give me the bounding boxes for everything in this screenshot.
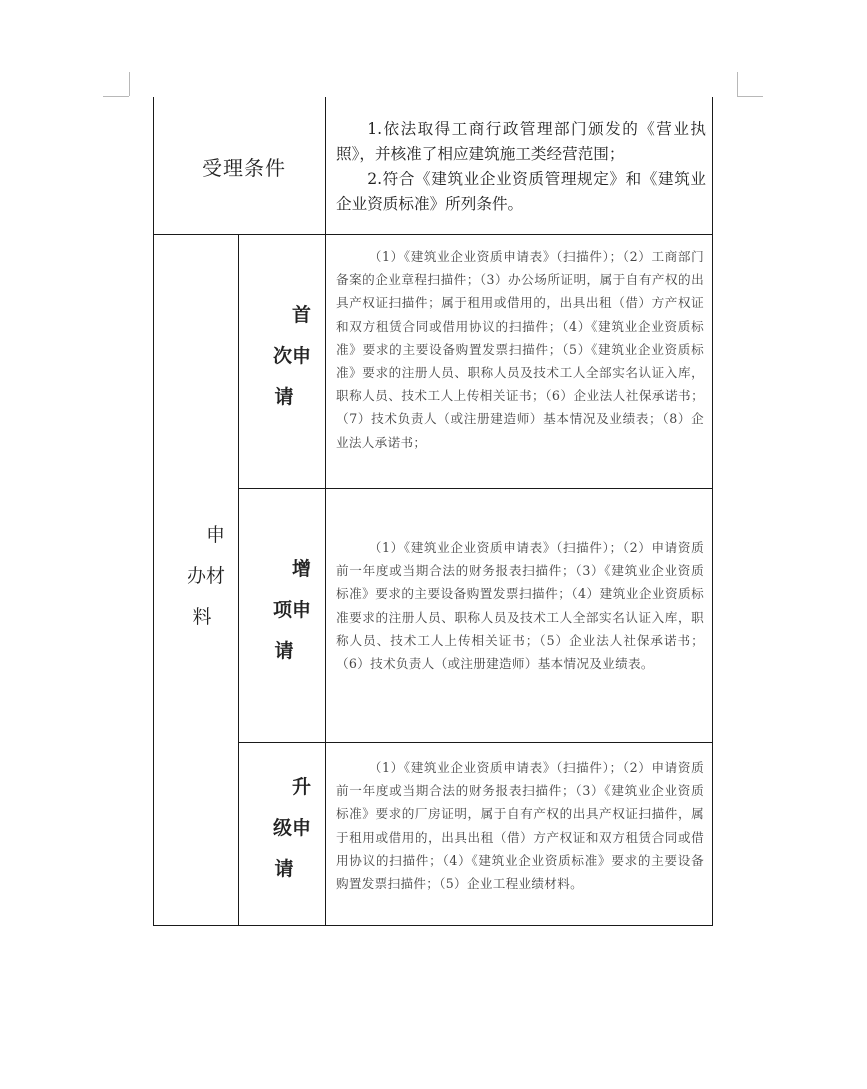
column-divider-sub: [238, 234, 239, 926]
label-line: 请: [274, 386, 294, 408]
conditions-text: [336, 117, 706, 217]
upgrade-paragraph: （1）《建筑业企业资质申请表》（扫描件）；（2）申请资质前一年度或当期合法的财务报表扫描件；（3）《建筑业企业资质标准》要求的厂房证明，属于自有产权的出具产权证扫描件，属于租用或借用的，出具出租（借）方产权证和双方租赁合同或借用协议的扫描件；（4）《建筑业企业资质标准》要求的主要设备购置发票扫描件；（5）企业工程业绩材料。: [336, 760, 704, 892]
first-application-label: [257, 295, 311, 418]
page-corner-mark-top-left: [103, 96, 129, 97]
label-line: 次申: [272, 345, 311, 367]
upgrade-text: [336, 756, 704, 895]
label-line: 首: [291, 304, 311, 326]
condition-item: 1.依法取得工商行政管理部门颁发的《营业执照》，并核准了相应建筑施工类经营范围；: [336, 120, 706, 163]
add-item-label: [257, 549, 311, 672]
add-item-text: [336, 536, 704, 675]
conditions-label: 受理条件: [202, 155, 286, 180]
condition-item: 2.符合《建筑业企业资质管理规定》和《建筑业企业资质标准》所列条件。: [336, 170, 706, 213]
table-border-right: [712, 97, 713, 926]
label-line: 升: [291, 776, 311, 798]
column-divider-main: [325, 97, 326, 926]
page-corner-mark-top-left: [129, 72, 130, 96]
materials-label-line: 办材: [186, 565, 225, 587]
materials-label-line: 申: [205, 524, 225, 546]
page-corner-mark-top-right: [737, 72, 738, 96]
row-divider-first: [238, 488, 713, 489]
materials-label: [173, 515, 225, 638]
first-application-text: [336, 245, 704, 454]
label-line: 项申: [272, 599, 311, 621]
label-line: 级申: [272, 817, 311, 839]
page-corner-mark-top-right: [737, 96, 763, 97]
requirements-table: [153, 97, 713, 926]
label-line: 请: [274, 640, 294, 662]
label-line: 增: [291, 558, 311, 580]
table-border-bottom: [153, 925, 713, 926]
add-item-paragraph: （1）《建筑业企业资质申请表》（扫描件）；（2）申请资质前一年度或当期合法的财务报表扫描件；（3）《建筑业企业资质标准》要求的主要设备购置发票扫描件；（4）建筑业企业资质标准要求的注册人员、职称人员及技术工人全部实名认证入库，职称人员、技术工人上传相关证书；（5）企业法人社保承诺书；（6）技术负责人（或注册建造师）基本情况及业绩表。: [336, 540, 704, 672]
first-application-paragraph: （1）《建筑业企业资质申请表》（扫描件）；（2）工商部门备案的企业章程扫描件；（3）办公场所证明，属于自有产权的出具产权证扫描件；属于租用或借用的，出具出租（借）方产权证和双方租赁合同或借用协议的扫描件；（4）《建筑业企业资质标准》要求的主要设备购置发票扫描件；（5）《建筑业企业资质标准》要求的注册人员、职称人员及技术工人全部实名认证入库，职称人员、技术工人上传相关证书；（6）企业法人社保承诺书；（7）技术负责人（或注册建造师）基本情况及业绩表；（8）企业法人承诺书；: [336, 249, 704, 450]
row-divider-add: [238, 742, 713, 743]
upgrade-label: [257, 767, 311, 890]
materials-label-line: 料: [192, 606, 212, 628]
label-line: 请: [274, 858, 294, 880]
